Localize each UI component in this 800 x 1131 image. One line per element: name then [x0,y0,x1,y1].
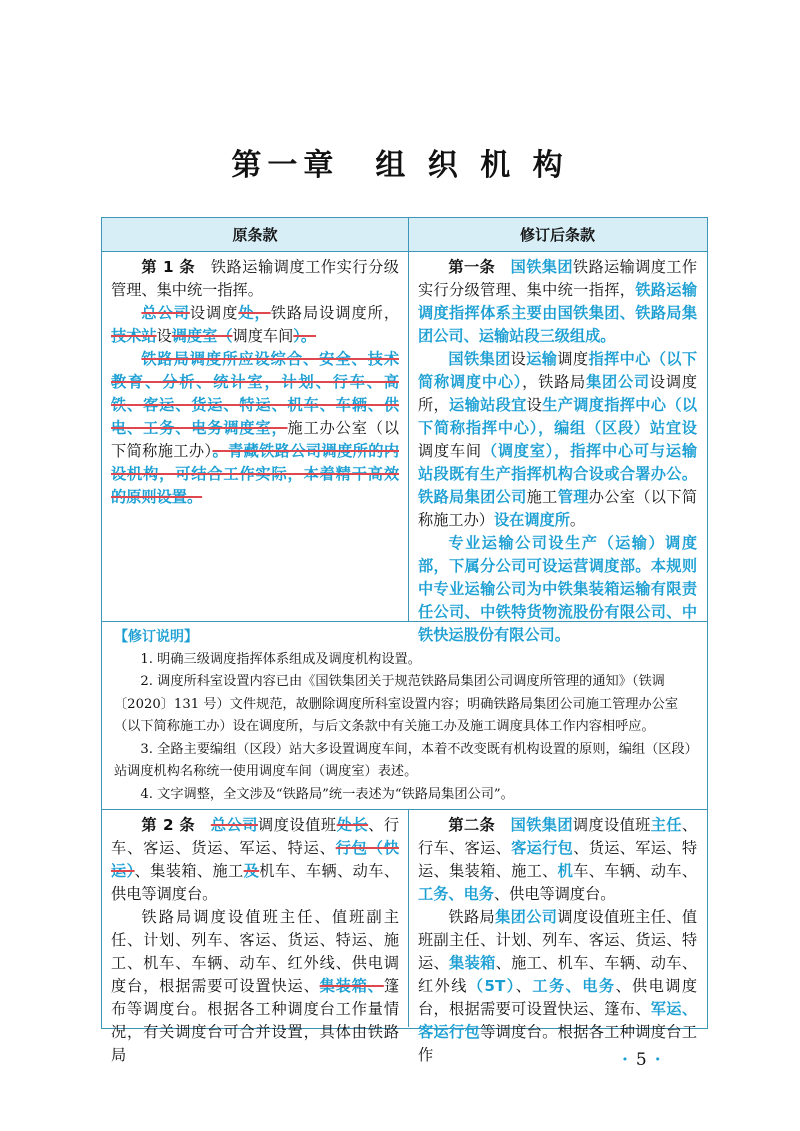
article-number: 第二条 [448,816,496,834]
clause-paragraph [111,256,399,302]
article-number: 第 2 条 [141,816,196,834]
inserted-text: 军运、客运行包 [418,1000,698,1041]
clause-text: 机车、车辆、动车、供电等调度台。 [111,862,399,903]
inserted-text: 国铁集团 [448,350,511,368]
inserted-text: 国铁集团 [510,258,573,276]
revision-note-item: 4. 文字调整，全文涉及“铁路局”统一表述为“铁路局集团公司”。 [140,786,514,802]
article-number: 第 1 条 [141,258,196,276]
clause-text [495,816,511,834]
article-1-revised [408,252,706,644]
article-2-revised-text [418,814,697,1067]
dot-icon: · [622,1050,628,1070]
page-number-value: 5 [635,1050,647,1070]
clause-text: 、行车、客运、 [418,816,698,857]
clause-text: 、 [515,977,533,995]
clause-text: 、货运、军运、特运、集装箱、施工、 [418,839,698,880]
chapter-title: 第一章 组 织 机 构 [231,148,569,183]
clause-text: 调度 [557,350,589,368]
inserted-text: 机 [557,862,574,880]
revision-note-item: 2. 调度所科室设置内容已由《国铁集团关于规范铁路局集团公司调度所管理的通知》（铁调〔2020〕131 号）文件规范，故删除调度所科室设置内容；明确铁路局集团公司施工管理办公室（以下简称施工办）设在调度所，与后文条款中有关施工办及施工调度具体工作内容相呼应。 [114,674,679,734]
clause-text: 铁路运输调度工作实行分级管理、集中统一指挥。 [111,258,399,299]
deleted-text: 总公司 [141,304,190,322]
deleted-text: 。青藏铁路公司调度所的内设机构，可结合工作实际，本着精干高效的原则设置。 [111,442,399,506]
deleted-text: 技术站 [111,327,157,345]
inserted-text: 主任 [650,816,682,834]
clause-paragraph [111,906,399,1067]
header-original: 原条款 [232,226,278,244]
clause-text [195,816,211,834]
clause-text: 铁路局设调度所， [270,304,400,322]
article-number: 第一条 [448,258,496,276]
deleted-text: 总公司 [210,816,258,834]
clause-text: 施工办公室（以下简称施工办） [111,419,400,460]
clause-paragraph [111,814,399,906]
clause-paragraph [111,302,399,348]
clause-text: 办公室（以下简称施工办） [418,488,698,529]
clause-text: 施工 [526,488,558,506]
clause-text: 调度设值班主任、值班副主任、计划、列车、客运、货运、特运、 [418,908,698,972]
page-number [614,1050,669,1070]
article-2-row [102,810,707,1064]
inserted-text: 运输 [526,350,558,368]
clause-text: 调度车间 [418,442,482,460]
inserted-text: 专业运输公司设生产（运输）调度部，下属分公司可设运营调度部。本规则中专业运输公司为中铁集装箱运输有限责任公司、中铁特货物流股份有限公司、中铁快运股份有限公司。 [418,534,697,644]
inserted-text: （5T） [467,977,516,995]
revision-notes [102,622,707,810]
inserted-text: 国铁集团 [510,816,573,834]
inserted-text: 工务、电务 [418,885,494,903]
article-1-original [102,252,408,621]
inserted-text: （调度室），指挥中心可与运输站段既有生产指挥机构合设或合署办公。铁路局集团公司 [418,442,698,506]
clause-text: 、供电调度台，根据需要可设置快运、篷布、 [418,977,698,1018]
revision-note-item: 3. 全路主要编组（区段）站大多设置调度车间，本着不改变既有机构设置的原则，编组（区段）站调度机构名称统一使用调度车间（调度室）表述。 [114,741,692,779]
inserted-text: 集团公司 [495,908,558,926]
clause-text: 篷布等调度台。根据各工种调度台工作量情况，有关调度台可合并设置，具体由铁路局 [111,977,400,1064]
article-2-original [102,810,408,1064]
clause-text: 调度设值班 [258,816,337,834]
clause-paragraph [111,348,399,509]
clause-text: 、行车、客运、货运、军运、特运、 [111,816,400,857]
clause-text: 调度设值班 [572,816,651,834]
clause-text: 等调度台。根据各工种调度台工作 [418,1023,698,1064]
deleted-text: 处长 [336,816,369,834]
inserted-text: 指挥中心（以下简称调度中心） [418,350,698,391]
revision-notes-heading: 【修订说明】 [114,629,198,645]
clause-text: 铁路运输调度工作实行分级管理、集中统一指挥， [418,258,698,299]
clause-paragraph [418,814,697,906]
revision-note-item: 1. 明确三级调度指挥体系组成及调度机构设置。 [140,651,421,667]
clause-paragraph [418,348,697,532]
clause-text [495,258,511,276]
deleted-text: 集装箱、 [319,977,384,995]
clause-text: 设 [510,350,527,368]
deleted-text: 行包（快运） [111,839,400,880]
deleted-text: 及 [243,862,260,880]
article-1-revised-text [418,256,697,647]
clause-text: 铁路局调度设值班主任、值班副主任、计划、列车、客运、货运、特运、施工、机车、车辆、动车、红外线、供电调度台，根据需要可设置快运、 [111,908,399,995]
inserted-text: 设在调度所 [493,511,570,529]
inserted-text: 客运行包 [511,839,574,857]
clause-paragraph [418,532,697,647]
clause-text: 设 [526,396,543,414]
header-revised: 修订后条款 [408,218,706,251]
comparison-table [101,217,708,1064]
dot-icon: · [654,1050,661,1070]
table-header-row [102,218,707,252]
inserted-text: 运输站段宜 [449,396,527,414]
clause-text: 车、车辆、动车、 [573,862,698,880]
clause-text: 、施工、机车、车辆、动车、红外线 [418,954,698,995]
article-1-original-text [111,256,399,509]
inserted-text: 工务、电务 [532,977,616,995]
clause-text: 、供电等调度台。 [493,885,616,903]
clause-paragraph [418,256,697,348]
inserted-text: 管理 [557,488,589,506]
article-2-revised [408,810,706,1064]
inserted-text: 铁路运输调度指挥体系主要由国铁集团、铁路局集团公司、运输站段三级组成。 [418,281,698,345]
inserted-text: 集团公司 [586,373,650,391]
clause-paragraph [418,906,697,1067]
clause-text: 设调度所， [418,373,698,414]
clause-text: 铁路局 [448,908,496,926]
clause-text: ，铁路局 [522,373,587,391]
article-2-original-text [111,814,399,1067]
clause-text: 设 [156,327,172,345]
clause-text: 调度车间 [232,327,294,345]
inserted-text: 集装箱 [449,954,496,972]
deleted-text: ）。 [293,327,317,345]
deleted-text: 调度室（ [171,327,233,345]
clause-text: 、集装箱、施工 [134,862,244,880]
deleted-text: 铁路局调度所应设综合、安全、技术教育、分析、统计室，计划、行车、高铁、客运、货运、特运、机车、车辆、供电、工务、电务调度室， [111,350,399,437]
clause-text: 。 [569,511,586,529]
clause-text: 设调度 [189,304,239,322]
deleted-text: 处， [238,304,271,322]
inserted-text: 生产调度指挥中心（以下简称指挥中心），编组（区段）站宜设 [418,396,698,437]
